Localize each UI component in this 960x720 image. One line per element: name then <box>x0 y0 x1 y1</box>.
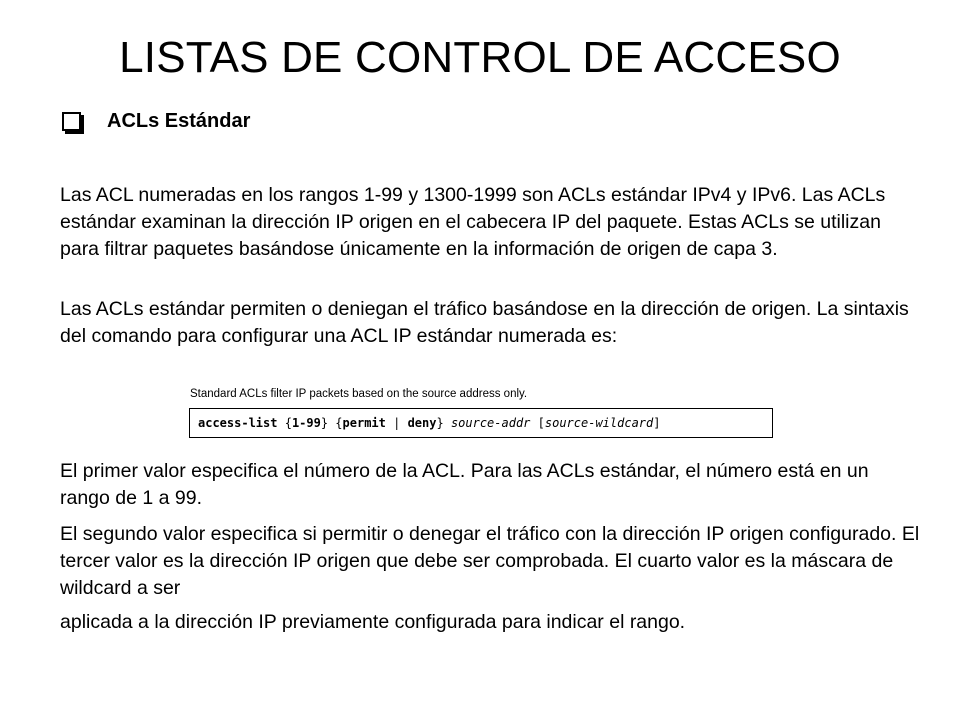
syntax-separator: | <box>385 416 408 430</box>
syntax-command: access-list <box>198 416 278 430</box>
syntax-bracket: ] <box>653 416 661 430</box>
syntax-command-box <box>189 408 773 438</box>
paragraph-second-value: El segundo valor especifica si permitir o denegar el tráfico con la dirección IP origen configurado. El tercer valor es la dirección IP origen que debe ser comprobada. El cuarto valor es la máscara de wildcard a ser <box>60 523 920 599</box>
syntax-source-wildcard: source-wildcard <box>544 416 654 430</box>
syntax-brace: } <box>436 416 451 430</box>
bullet-heading <box>62 110 250 133</box>
syntax-range: 1-99 <box>291 416 321 430</box>
paragraph-acl-ranges: Las ACL numeradas en los rangos 1-99 y 1300-1999 son ACLs estándar IPv4 y IPv6. Las ACLs estándar examinan la dirección IP origen en el cabecera IP del paquete. Estas ACLs se utilizan para filtrar paquetes basándose únicamente en la información de origen de capa 3. <box>60 184 886 260</box>
syntax-permit: permit <box>342 416 386 430</box>
syntax-brace: { <box>277 416 292 430</box>
slide-title: LISTAS DE CONTROL DE ACCESO <box>119 33 841 82</box>
syntax-brace: } { <box>320 416 343 430</box>
checkbox-square-icon <box>62 112 81 131</box>
syntax-bracket: [ <box>530 416 545 430</box>
bullet-heading-label: ACLs Estándar <box>107 110 251 132</box>
paragraph-acl-syntax-intro: Las ACLs estándar permiten o deniegan el tráfico basándose en la dirección de origen. La sintaxis del comando para configurar una ACL IP estándar numerada es: <box>60 298 909 347</box>
paragraph-wildcard-range: aplicada a la dirección IP previamente configurada para indicar el rango. <box>60 611 686 633</box>
syntax-source-addr: source-addr <box>450 416 531 430</box>
syntax-deny: deny <box>407 416 437 430</box>
syntax-caption: Standard ACLs filter IP packets based on the source address only. <box>190 388 528 400</box>
paragraph-first-value: El primer valor especifica el número de la ACL. Para las ACLs estándar, el número está en un rango de 1 a 99. <box>60 460 869 509</box>
